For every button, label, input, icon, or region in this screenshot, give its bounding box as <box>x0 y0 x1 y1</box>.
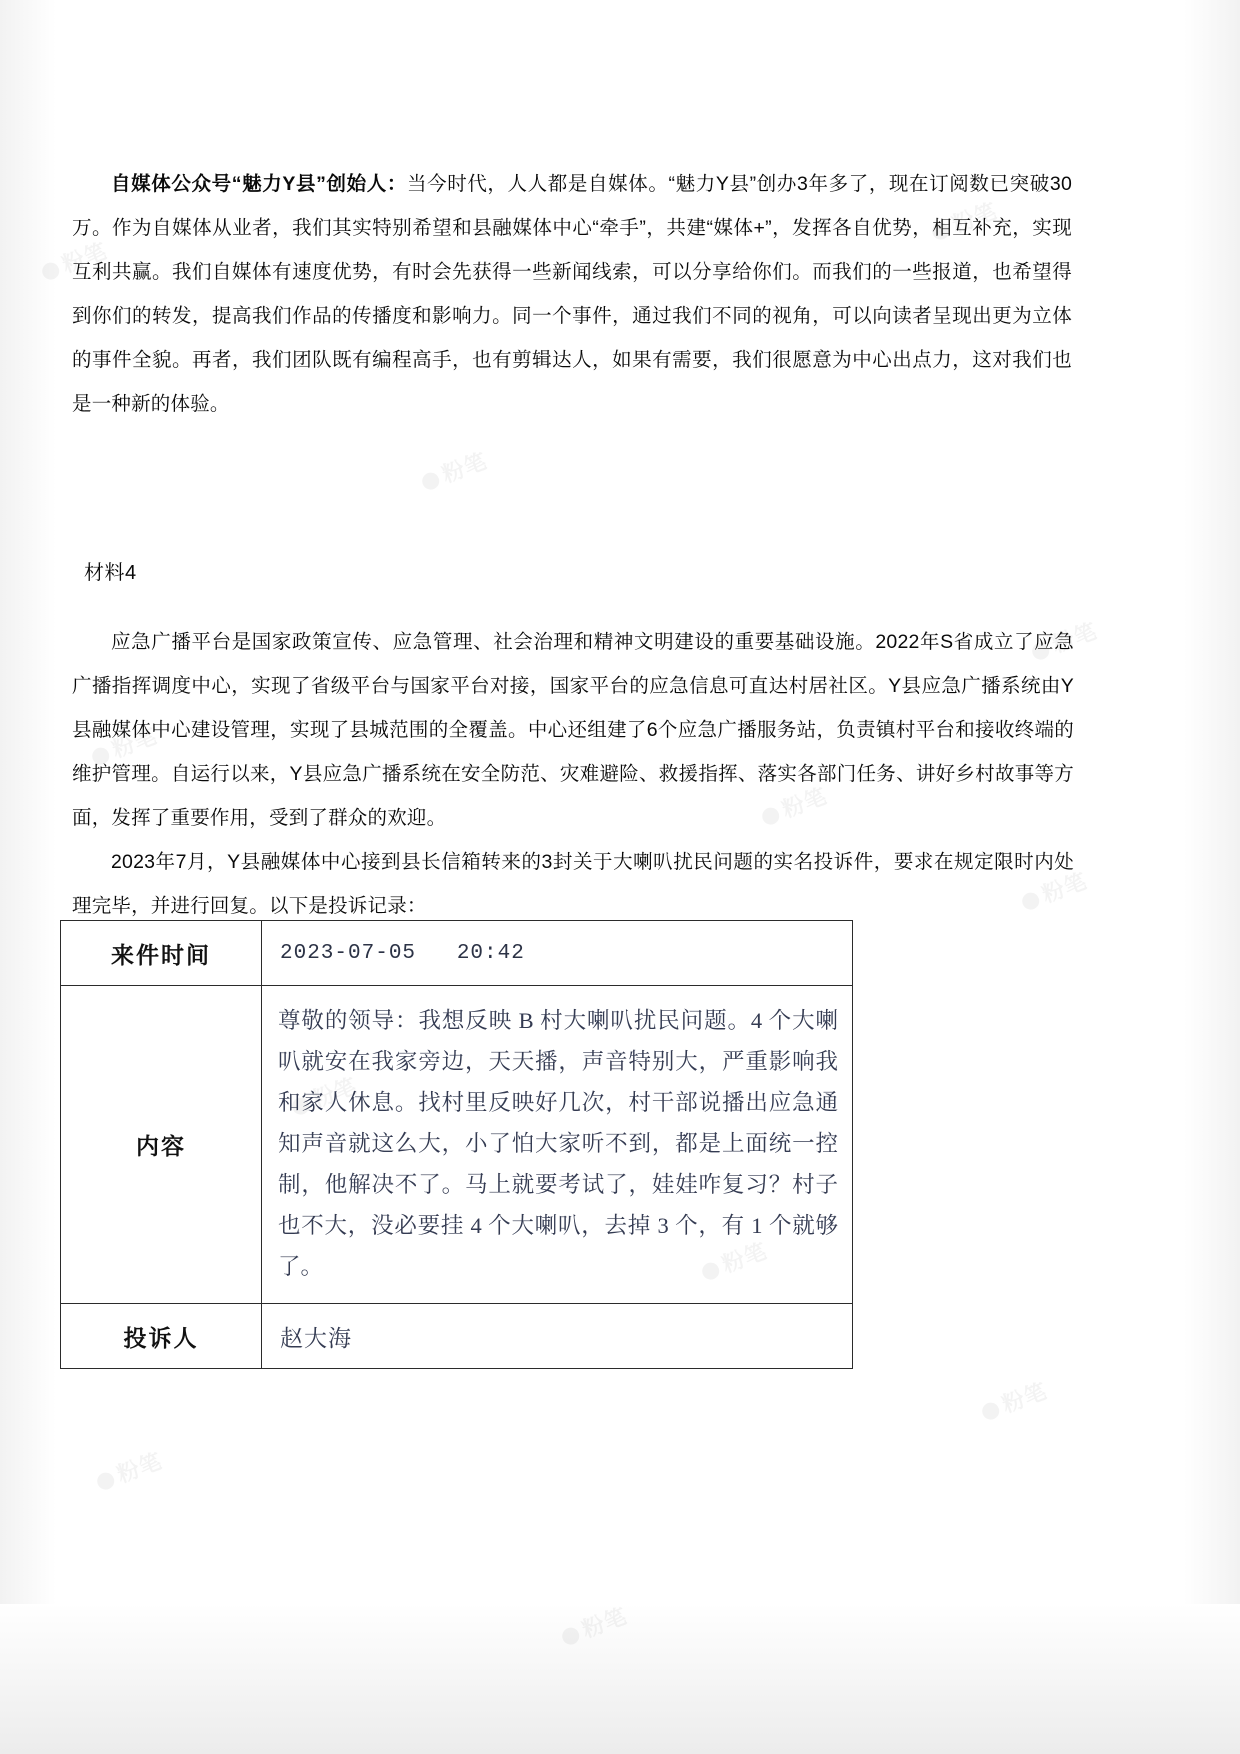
label-content: 内容 <box>136 1134 186 1159</box>
complaint-record-table <box>60 920 853 1369</box>
table-row <box>61 921 853 986</box>
paragraph-text: 应急广播平台是国家政策宣传、应急管理、社会治理和精神文明建设的重要基础设施。2022年S省成立了应急广播指挥调度中心，实现了省级平台与国家平台对接，国家平台的应急信息可直达村居社区。Y县应急广播系统由Y县融媒体中心建设管理，实现了县城范围的全覆盖。中心还组建了6个应急广播服务站，负责镇村平台和接收终端的维护管理。自运行以来，Y县应急广播系统在安全防范、灾难避险、救援指挥、落实各部门任务、讲好乡村故事等方面，发挥了重要作用，受到了群众的欢迎。 <box>72 631 1074 829</box>
paragraph-text <box>72 162 1072 426</box>
table-cell-label-content <box>61 986 262 1304</box>
watermark <box>417 444 492 496</box>
paragraph-lead-label: 自媒体公众号“魅力Y县”创始人： <box>111 173 407 195</box>
table-row <box>61 986 853 1304</box>
paragraph-text: 2023年7月，Y县融媒体中心接到县长信箱转来的3封关于大喇叭扰民问题的实名投诉件，要求在规定限时内处理完毕，并进行回复。以下是投诉记录： <box>72 851 1074 917</box>
watermark <box>977 1374 1052 1426</box>
table-cell-value-received-time <box>262 921 853 986</box>
value-received-time: 2023-07-05 20:42 <box>280 941 525 965</box>
page-edge-shading-bottom <box>0 1604 1240 1754</box>
table-cell-value-complainant <box>262 1304 853 1369</box>
page-edge-shading-left <box>0 0 56 1754</box>
watermark <box>557 1599 632 1651</box>
section-heading-material-4: 材料4 <box>84 562 137 584</box>
paragraph-emergency-broadcast <box>72 620 1074 840</box>
paragraph-self-media-founder <box>72 162 1072 426</box>
page-edge-shading-right <box>1184 0 1240 1754</box>
value-complainant: 赵大海 <box>280 1325 352 1351</box>
table-cell-value-content <box>262 986 853 1304</box>
table-cell-label-received-time <box>61 921 262 986</box>
label-received-time: 来件时间 <box>111 942 211 968</box>
label-complainant: 投诉人 <box>123 1325 199 1351</box>
value-content: 尊敬的领导：我想反映 B 村大喇叭扰民问题。4 个大喇叭就安在我家旁边，天天播，声音特别大，严重影响我和家人休息。找村里反映好几次，村干部说播出应急通知声音就这么大，小了怕大家听不到，都是上面统一控制，他解决不了。马上就要考试了，娃娃咋复习？村子也不大，没必要挂 4 个大喇叭，去掉 3 个，有 1 个就够了。 <box>278 1008 838 1279</box>
paragraph-body-text: 当今时代，人人都是自媒体。“魅力Y县”创办3年多了，现在订阅数已突破30万。作为自媒体从业者，我们其实特别希望和县融媒体中心“牵手”，共建“媒体+”，发挥各自优势，相互补充，实现互利共赢。我们自媒体有速度优势，有时会先获得一些新闻线索，可以分享给你们。而我们的一些报道，也希望得到你们的转发，提高我们作品的传播度和影响力。同一个事件，通过我们不同的视角，可以向读者呈现出更为立体的事件全貌。再者，我们团队既有编程高手，也有剪辑达人，如果有需要，我们很愿意为中心出点力，这对我们也是一种新的体验。 <box>72 173 1072 415</box>
watermark <box>92 1444 167 1496</box>
table-cell-label-complainant <box>61 1304 262 1369</box>
table-row <box>61 1304 853 1369</box>
paragraph-complaint-intro <box>72 840 1074 928</box>
